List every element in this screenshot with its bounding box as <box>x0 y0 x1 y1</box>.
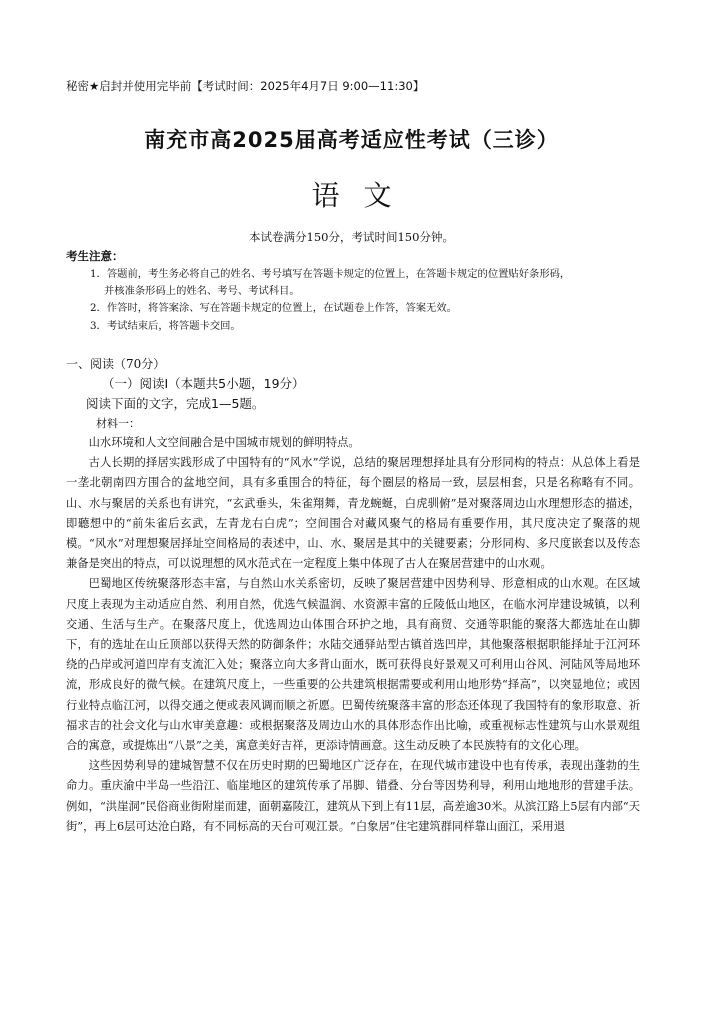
notice-item-3: 3．考试结束后，将答题卡交回。 <box>90 320 241 332</box>
score-time-info: 本试卷满分150分，考试时间150分钟。 <box>249 230 454 244</box>
reading-instruction: 阅读下面的文字，完成1—5题。 <box>86 396 265 411</box>
subsection-heading: （一）阅读Ⅰ（本题共5小题，19分） <box>102 376 305 391</box>
section-heading: 一、阅读（70分） <box>66 357 166 371</box>
notice-item-2: 2．作答时，将答案涂、写在答题卡规定的位置上，在试题卷上作答，答案无效。 <box>90 302 457 314</box>
passage-paragraph-3: 巴蜀地区传统聚落形态丰富，与自然山水关系密切，反映了聚居营建中因势利导、形意相成的山水观。在区域尺度上表现为主动适应自然、利用自然，优选气候温润、水资源丰富的丘陵低山地区，在临水河岸建设城镇，以利交通、生活与生产。在聚落尺度上，优选周边山体围合环护之地，具有商贸、交通等职能的聚落大都选址在山脚下，有的选址在山丘顶部以获得天然的防御条件；水陆交通驿站型古镇首选凹岸，其他聚落根据职能择址于江河环绕的凸岸或河道凹岸有支流汇入处；聚落立向大多背山面水，既可获得良好景观又可利用山谷风、河陆风等局地环流，形成良好的微气候。在建筑尺度上，一些重要的公共建筑根据需要或利用山地形势“择高”，以突显地位；或因行业特点临江河，以得交通之便或表风调而顺之祈愿。巴蜀传统聚落丰富的形态还体现了我国特有的象形取意、祈福求吉的社会文化与山水审美意趣：或根据聚落及周边山水的具体形态作出比喻，或重视标志性建筑与山水景观组合的寓意，或提炼出“八景”之美，寓意美好吉祥，更添诗情画意。这生动反映了本民族特有的文化心理。 <box>66 577 640 753</box>
notice-item-1: 1．答题前，考生务必将自己的姓名、考号填写在答题卡规定的位置上，在答题卡规定的位置贴好条形码， <box>90 268 571 280</box>
passage-paragraph-4: 这些因势利导的建城智慧不仅在历史时期的巴蜀地区广泛存在，在现代城市建设中也有传承，表现出蓬勃的生命力。重庆渝中半岛一些沿江、临崖地区的建筑传承了吊脚、错叠、分台等因势利导，利用山地地形的营建手法。例如，“洪崖洞”民俗商业街附崖而建，面朝嘉陵江，建筑从下到上有11层，高差逾30米。从滨江路上5层有内部“天街”，再上6层可达沧白路，有不同标高的天台可观江景。“白象居”住宅建筑群同样靠山面江，采用退 <box>66 759 640 833</box>
passage-paragraph-1: 山水环境和人文空间融合是中国城市规划的鲜明特点。 <box>88 436 360 449</box>
passage-paragraph-2: 古人长期的择居实践形成了中国特有的“风水”学说，总结的聚居理想择址具有分形同构的特点：从总体上看是一垄北朝南四方围合的盆地空间，具有多重围合的特征，每个圈层的格局一致，层层相套，只是名称略有不同。山、水与聚居的关系也有讲究，“玄武垂头，朱雀翔舞，青龙蜿蜒，白虎驯俯”是对聚落周边山水理想形态的描述，即聽想中的“前朱雀后玄武，左青龙右白虎”；空间围合对藏风聚气的格局有重要作用，其尺度决定了聚落的规模。“风水”对理想聚居择址空间格局的表述中，山、水、聚居是其中的关键要素；分形同构、多尺度嵌套以及传态兼备是突出的特点，可以说理想的风水范式在一定程度上集中体现了古人在聚居营建中的山水观。 <box>66 456 640 571</box>
notice-item-1-continued: 并核准条形码上的姓名、考号、考试科目。 <box>104 285 300 297</box>
material-label: 材料一： <box>96 417 140 430</box>
subject-title: 语文 <box>311 179 416 212</box>
passage-body <box>66 433 640 837</box>
confidential-notice: 秘密★启封并使用完毕前【考试时间：2025年4月7日 9:00—11:30】 <box>66 79 425 93</box>
exam-title: 南充市高2025届高考适应性考试（三诊） <box>144 128 559 152</box>
notice-heading: 考生注意： <box>66 249 124 263</box>
